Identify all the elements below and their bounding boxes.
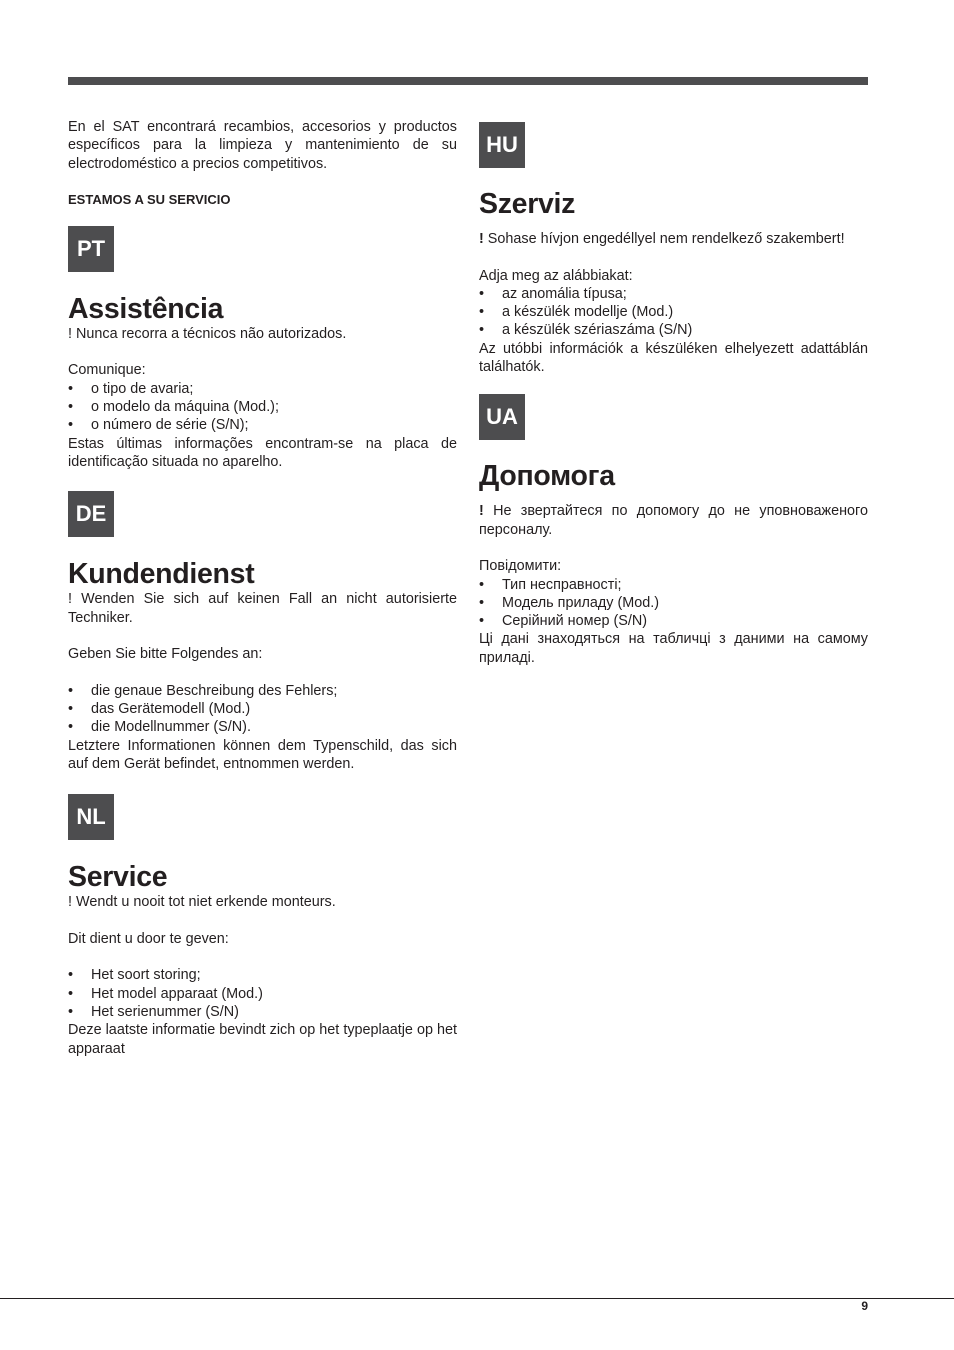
hu-section-title: Szerviz: [479, 188, 576, 220]
de-language-badge: DE: [68, 491, 114, 537]
ua-lead: Повідомити:: [479, 558, 562, 575]
nl-list: [68, 966, 457, 1021]
warning-mark: !: [479, 503, 484, 520]
hu-warning-text: Sohase hívjon engedéllyel nem rendelkező szakembert!: [483, 231, 845, 247]
list-item: • o modelo da máquina (Mod.);: [68, 398, 457, 416]
list-item: • Серійний номер (S/N): [479, 612, 868, 630]
pt-section-title: Assistência: [68, 292, 224, 325]
de-section-title: Kundendienst: [68, 558, 255, 591]
hu-language-badge: HU: [479, 122, 525, 168]
list-item: • Het serienummer (S/N): [68, 1003, 457, 1021]
list-item: • Тип несправності;: [479, 576, 868, 594]
list-item: • Модель приладу (Mod.): [479, 594, 868, 612]
list-item: • a készülék szériaszáma (S/N): [479, 321, 868, 339]
de-lead: Geben Sie bitte Folgendes an:: [68, 646, 263, 663]
list-item: • die Modellnummer (S/N).: [68, 718, 457, 736]
hu-warning: [479, 230, 868, 248]
de-footer: Letztere Informationen können dem Typenschild, das sich auf dem Gerät befindet, entnommen werden.: [68, 737, 457, 772]
es-service-heading: ESTAMOS A SU SERVICIO: [68, 191, 231, 207]
list-item: • Het model apparaat (Mod.): [68, 985, 457, 1003]
es-intro: En el SAT encontrará recambios, accesorios y productos específicos para la limpieza y mantenimiento de su electrodoméstico a precios competitivos.: [68, 119, 457, 172]
nl-warning: ! Wendt u nooit tot niet erkende monteurs.: [68, 894, 336, 911]
list-item: • az anomália típusa;: [479, 285, 868, 303]
pt-lead: Comunique:: [68, 362, 146, 379]
de-list: [68, 682, 457, 737]
ua-footer: Ці дані знаходяться на табличці з даними на самому приладі.: [479, 631, 868, 666]
hu-footer: Az utóbbi információk a készüléken elhelyezett adattáblán találhatók.: [479, 340, 868, 376]
nl-language-badge: NL: [68, 794, 114, 840]
nl-footer: Deze laatste informatie bevindt zich op het typeplaatje op het apparaat: [68, 1022, 457, 1057]
ua-list: [479, 576, 868, 631]
ua-warning: [479, 502, 868, 539]
footer-rule: [0, 1298, 954, 1299]
pt-warning: ! Nunca recorra a técnicos não autorizados.: [68, 325, 347, 342]
de-warning: ! Wenden Sie sich auf keinen Fall an nicht autorisierte Techniker.: [68, 591, 457, 626]
hu-lead: Adja meg az alábbiakat:: [479, 267, 633, 284]
left-column: [68, 118, 457, 1058]
pt-language-badge: PT: [68, 226, 114, 272]
nl-lead: Dit dient u door te geven:: [68, 930, 229, 947]
list-item: • o tipo de avaria;: [68, 380, 457, 398]
ua-section-title: Допомога: [479, 460, 615, 493]
list-item: • a készülék modellje (Mod.): [479, 303, 868, 321]
list-item: • die genaue Beschreibung des Fehlers;: [68, 682, 457, 700]
list-item: • Het soort storing;: [68, 966, 457, 984]
right-column: [479, 122, 868, 667]
nl-section-title: Service: [68, 861, 168, 894]
page-number: 9: [861, 1299, 868, 1313]
list-item: • o número de série (S/N);: [68, 416, 457, 434]
list-item: • das Gerätemodell (Mod.): [68, 700, 457, 718]
ua-language-badge: UA: [479, 394, 525, 440]
ua-warning-text: Не звертайтеся по допомогу до не уповноваженого персоналу.: [479, 503, 868, 538]
pt-list: [68, 380, 457, 435]
pt-footer: Estas últimas informações encontram-se na placa de identificação situada no aparelho.: [68, 435, 457, 470]
hu-list: [479, 285, 868, 340]
warning-mark: !: [479, 231, 484, 247]
header-rule: [68, 77, 868, 85]
